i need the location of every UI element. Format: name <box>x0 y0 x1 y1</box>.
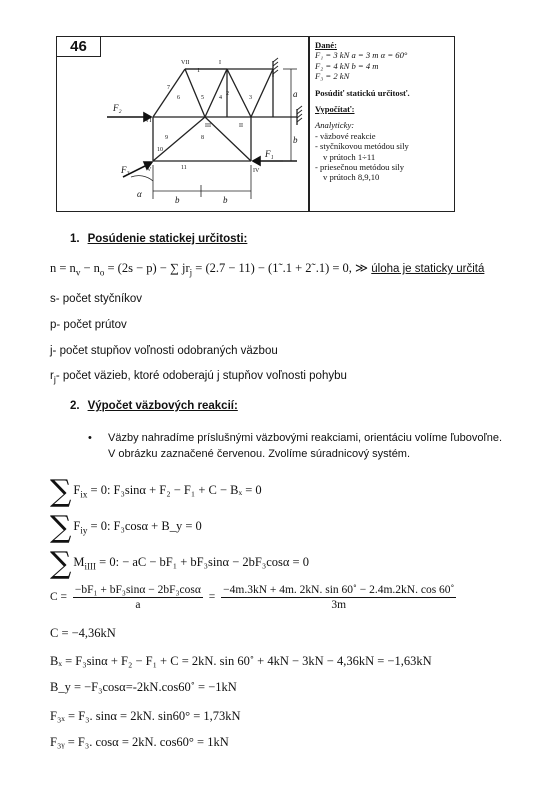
f3y-result: F₃ᵧ = F₃. cosα = 2kN. cos60° = 1kN <box>50 735 229 749</box>
eq-sum-fiy: ∑ $F_{iy} = 0$: F₃cosα + B_y = 0 <box>50 510 202 545</box>
bullet-item <box>90 430 510 462</box>
analytically-item: - väzbové reakcie <box>315 130 376 141</box>
c-result: C = −4,36kN <box>50 626 116 640</box>
svg-text:9: 9 <box>165 135 168 141</box>
svg-text:b: b <box>175 195 180 205</box>
sum-symbol: ∑ <box>50 546 72 581</box>
bx-result: Bₓ = F₃sinα + F₂ − F₁ + C = 2kN. sin 60˚ + 4kN − 3kN − 4,36kN = −1,63kN <box>50 654 432 668</box>
given-panel <box>315 40 453 183</box>
svg-text:α: α <box>137 189 142 199</box>
section1-heading: 1. Posúdenie statickej určitosti: <box>70 233 248 245</box>
svg-text:5: 5 <box>201 95 204 101</box>
def-j: j- počet stupňov voľnosti odobraných väzbou <box>50 345 278 357</box>
sum-symbol: ∑ <box>50 510 72 545</box>
problem-figure <box>56 36 455 212</box>
svg-text:8: 8 <box>201 135 204 141</box>
def-p: p- počet prútov <box>50 319 127 331</box>
svg-text:a: a <box>293 89 298 99</box>
fraction-symbolic: $\frac{\text{−bF₁ + bF₃sinα − 2bF₃cosα}}{a}$ <box>74 584 201 611</box>
section2-heading: 2. Výpočet väzbových reakcií: <box>70 400 238 412</box>
task-text: Posúdiť statickú určitosť. <box>315 87 410 98</box>
analytically-item: - priesečnou metódou sily <box>315 162 405 173</box>
fraction-numeric: $\frac{-4m.3kN + 4m. 2kN. \sin 60˚ - 2.4m.2kN. \cos 60˚}{3m}$ <box>223 584 455 611</box>
svg-text:2: 2 <box>226 91 229 97</box>
svg-text:IV: IV <box>253 168 260 174</box>
sum-symbol: ∑ <box>50 474 72 509</box>
svg-text:F₂: F₂ <box>113 103 122 113</box>
analytically-item: v prútoch 1÷11 <box>323 151 376 162</box>
analytically-item: v prútoch 8,9,10 <box>323 172 380 183</box>
given-row: F₁ = 3 kN a = 3 m α = 60° <box>315 50 408 61</box>
svg-text:VI: VI <box>145 118 152 124</box>
svg-text:b: b <box>223 195 228 205</box>
svg-text:I: I <box>219 60 221 66</box>
determinacy-formula: $n = n_v - n_o = (2s - p)$ − ∑ $jr_j = (2.7 - 11)$ − (1˜.1 + 2˜.1) = 0, ≫ úloha je staticky určitá <box>50 261 485 278</box>
svg-text:b: b <box>293 135 298 145</box>
eq-sum-fix: ∑ $F_{ix} = 0$: F₃sinα + F₂ − F₁ + C − Bₓ = 0 <box>50 474 262 509</box>
eq-c-fraction: C = $\frac{\text{−bF₁ + bF₃sinα − 2bF₃cosα}}{a}$ = $\frac{-4m.3kN + 4m. 2kN. \sin 60˚ - 2.4m.2kN. \cos 60˚}{3m}$ <box>50 584 455 611</box>
svg-text:F₃: F₃ <box>121 165 130 175</box>
truss-diagram <box>101 39 307 211</box>
svg-text:10: 10 <box>157 147 163 153</box>
svg-text:II: II <box>239 123 243 129</box>
f3x-result: F₃ₓ = F₃. sinα = 2kN. sin60° = 1,73kN <box>50 709 241 723</box>
analytically-item: - styčníkovou metódou sily <box>315 141 409 152</box>
svg-text:11: 11 <box>181 165 187 171</box>
svg-text:6: 6 <box>177 95 180 101</box>
divider <box>308 37 310 211</box>
eq-sum-moment: ∑ $M_{iIII} = 0$: − aC − bF₁ + bF₃sinα − 2bF₃cosα = 0 <box>50 546 309 581</box>
svg-text:V: V <box>147 167 152 173</box>
analytically-label: Analyticky: <box>315 120 355 131</box>
svg-text:1: 1 <box>197 68 200 74</box>
given-title: Dané: <box>315 40 337 50</box>
svg-text:3: 3 <box>249 95 252 101</box>
svg-text:III: III <box>205 123 211 129</box>
problem-number: 46 <box>57 37 101 57</box>
by-result: B_y = −F₃cosα=-2kN.cos60˚ = −1kN <box>50 680 237 694</box>
svg-text:VII: VII <box>181 60 190 66</box>
bullet-text: Väzby nahradíme príslušnými väzbovými reakciami, orientáciu volíme ľubovoľne. V obrázku zaznačené červenou. Zvolíme súradnicový systém. <box>108 432 503 460</box>
svg-text:7: 7 <box>167 85 170 91</box>
conclusion-text: úloha je staticky určitá <box>371 263 485 275</box>
compute-title: Vypočítať: <box>315 104 355 115</box>
svg-text:F₁: F₁ <box>265 149 274 159</box>
def-s: s- počet styčníkov <box>50 293 143 305</box>
given-row: F₃ = 2 kN <box>315 71 350 82</box>
svg-text:4: 4 <box>219 95 222 101</box>
bullet-dot: • <box>88 432 92 444</box>
def-rj: $r_j-$ počet väzieb, ktoré odoberajú j stupňov voľnosti pohybu <box>50 370 347 385</box>
given-row: F₂ = 4 kN b = 4 m <box>315 60 379 71</box>
